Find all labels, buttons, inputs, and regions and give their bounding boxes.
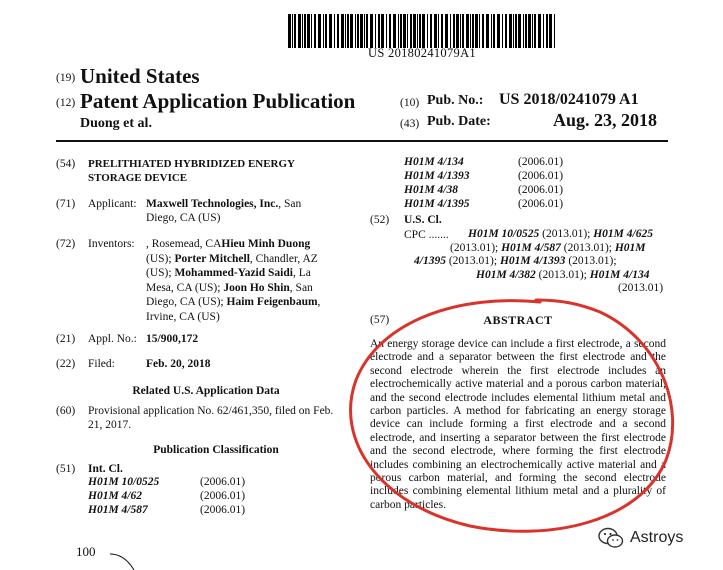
pub-date-label: Pub. Date: <box>427 114 491 129</box>
cpc-text: (2013.01); <box>560 241 615 254</box>
title-line-2: STORAGE DEVICE <box>88 172 188 184</box>
right-cls-year-2: (2006.01) <box>518 184 564 196</box>
header-rule <box>56 140 668 142</box>
intcl-year-1: (2006.01) <box>200 490 246 502</box>
applicant-name: Maxwell Technologies, Inc. <box>146 198 279 210</box>
cpc-code: H01M 4/1393 <box>499 255 566 267</box>
barcode <box>288 14 556 48</box>
pub-date: Aug. 23, 2018 <box>553 110 658 130</box>
watermark-text: Astroys <box>630 529 684 546</box>
inventor-text: , Rosemead, CA <box>146 238 222 250</box>
right-cls-year-0: (2006.01) <box>518 156 564 168</box>
inventor-line <box>146 266 356 281</box>
inventor-text: Irvine, CA (US) <box>146 310 220 323</box>
right-cls-code-2: H01M 4/38 <box>404 184 458 196</box>
title-line-1: PRELITHIATED HYBRIDIZED ENERGY <box>88 158 296 170</box>
cpc-text: (2013.01); <box>445 255 500 267</box>
cpc-text: (2013.01) <box>618 282 664 294</box>
filed-label: Filed: <box>88 358 115 370</box>
cpc-text: (2013.01); <box>450 241 502 254</box>
inventor-line <box>146 252 356 267</box>
cpc-code: H01M 4/587 <box>501 241 561 254</box>
pubclass-heading: Publication Classification <box>153 444 279 456</box>
right-cls-code-1: H01M 4/1393 <box>404 170 470 182</box>
cpc-code: H01M 10/0525 <box>468 228 540 240</box>
cpc-line-0 <box>468 228 653 240</box>
inventor-text: (US); <box>146 267 175 279</box>
abstract-title: ABSTRACT <box>483 313 553 327</box>
cpc-text: (2013.01); <box>539 228 594 240</box>
right-cls-code-0: H01M 4/134 <box>404 156 464 168</box>
uscl-code: (52) <box>370 214 390 226</box>
code-19: (19) <box>56 72 76 84</box>
inventors-code: (72) <box>56 238 76 250</box>
inventor-name: Joon Ho Shin <box>223 281 290 294</box>
inventor-text: , La <box>292 267 311 279</box>
cpc-code: H01M 4/134 <box>589 268 650 281</box>
uscl-label: U.S. Cl. <box>404 214 442 226</box>
applicant-code: (71) <box>56 198 76 210</box>
applicant-label: Applicant: <box>88 198 137 210</box>
intcl-code-1: H01M 4/62 <box>88 490 142 502</box>
inventor-line <box>146 237 356 252</box>
cpc-code: H01M 4/382 <box>476 268 536 281</box>
intcl-code-0: H01M 10/0525 <box>88 476 160 488</box>
cpc-label: CPC ....... <box>404 229 449 241</box>
cpc-code: H01M <box>614 241 646 254</box>
code-12: (12) <box>56 97 76 109</box>
prov-code: (60) <box>56 405 76 417</box>
right-cls-year-3: (2006.01) <box>518 198 564 210</box>
cpc-line-2 <box>414 255 617 267</box>
appl-no: 15/900,172 <box>146 333 199 345</box>
wechat-icon <box>598 527 624 549</box>
inventors-short: Duong et al. <box>80 116 152 131</box>
cpc-text: (2013.01); <box>535 268 590 281</box>
code-10: (10) <box>400 97 420 109</box>
inventor-name: Hieu Minh Duong <box>221 238 311 250</box>
filed-code: (22) <box>56 358 76 370</box>
country: United States <box>80 64 200 88</box>
cpc-code: 4/1395 <box>414 255 446 267</box>
inventors-list <box>146 237 356 324</box>
code-43: (43) <box>400 118 420 130</box>
inventor-name: Porter Mitchell <box>174 252 250 265</box>
figure-ref-leader <box>108 550 138 570</box>
appl-label: Appl. No.: <box>88 333 137 345</box>
inventor-name: Haim Feigenbaum <box>226 296 318 308</box>
intcl-year-2: (2006.01) <box>200 504 246 516</box>
abstract-text: An energy storage device can include a first electrode, a second electrode and a separator between the first electrode and the second electrode wherein the first electrode includes an electrochemically active material and a porous carbon material, and the second electrode includes elemental lithium metal and carbon particles. A method for fabricating an energy storage device can include forming a first electrode and a second electrode, and inserting a separator between the first electrode and the second electrode, where forming the first electrode includes combining an electrochemically active material and a porous carbon material, and forming the second electrode includes combining elemental lithium metal and a plurality of carbon particles. <box>370 338 666 511</box>
pub-no: US 2018/0241079 A1 <box>499 91 639 108</box>
inventor-line <box>146 310 356 325</box>
inventor-name: Mohammed-Yazid Saidi <box>174 267 293 279</box>
figure-ref: 100 <box>76 544 96 559</box>
barcode-number: US 20180241079A1 <box>368 46 476 60</box>
cpc-line-1 <box>450 242 646 254</box>
intcl-code-2: H01M 4/587 <box>88 504 148 516</box>
cpc-line-3 <box>476 269 649 281</box>
pub-no-label: Pub. No.: <box>427 93 484 108</box>
watermark <box>598 523 683 553</box>
abstract-code: (57) <box>370 314 390 326</box>
related-heading: Related U.S. Application Data <box>132 385 280 397</box>
right-cls-year-1: (2006.01) <box>518 170 564 182</box>
intcl-code: (51) <box>56 463 76 475</box>
inventor-line <box>146 281 356 296</box>
prov-line-2: 21, 2017. <box>88 419 132 431</box>
inventor-text: Mesa, CA (US); <box>146 281 224 294</box>
intcl-year-0: (2006.01) <box>200 476 246 488</box>
inventor-text: , <box>317 296 321 308</box>
applicant-loc-1: , San <box>278 198 302 210</box>
inventor-text: Diego, CA (US); <box>146 296 227 308</box>
inventor-line <box>146 295 356 310</box>
prov-line-1: Provisional application No. 62/461,350, filed on Feb. <box>88 405 334 417</box>
intcl-label: Int. Cl. <box>88 463 123 475</box>
filed-date: Feb. 20, 2018 <box>146 358 211 370</box>
inventors-label: Inventors: <box>88 238 135 250</box>
inventor-text: , Chandler, AZ <box>249 252 318 265</box>
cpc-code: H01M 4/625 <box>593 228 653 240</box>
right-cls-code-3: H01M 4/1395 <box>404 198 470 210</box>
appl-code: (21) <box>56 333 76 345</box>
cpc-line-4 <box>618 282 663 294</box>
inventor-text: , San <box>289 281 313 294</box>
doc-type: Patent Application Publication <box>80 89 356 113</box>
inventor-text: (US); <box>146 252 175 265</box>
cpc-text: (2013.01); <box>565 255 617 267</box>
applicant-line-2: Diego, CA (US) <box>146 212 221 224</box>
title-code: (54) <box>56 158 76 170</box>
applicant-line-1 <box>146 197 301 212</box>
